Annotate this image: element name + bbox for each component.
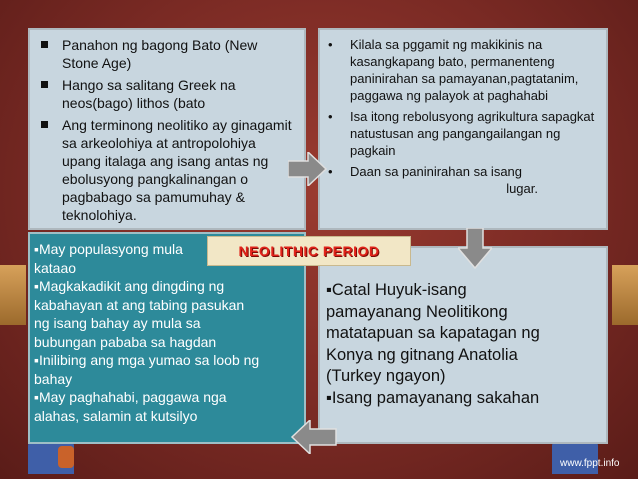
decorative-figure-detail bbox=[58, 446, 74, 468]
text-line: ▪May populasyong mula bbox=[34, 241, 183, 257]
text-line: ▪Catal Huyuk-isang bbox=[326, 281, 467, 299]
definition-list bbox=[34, 36, 296, 228]
location-text bbox=[326, 280, 604, 409]
characteristics-list bbox=[326, 36, 604, 201]
decorative-shelf-right bbox=[612, 265, 638, 325]
text-line: alahas, salamin at kutsilyo bbox=[34, 407, 198, 424]
text-line: bahay bbox=[34, 370, 73, 387]
list-item: Hango sa salitang Greek na neos(bago) lithos (bato bbox=[34, 76, 296, 112]
list-item-continuation: lugar. bbox=[506, 181, 538, 196]
right-arrow-icon bbox=[288, 152, 328, 186]
footer-credit: www.fppt.info bbox=[560, 458, 620, 469]
text-line: ▪May paghahabi, paggawa nga bbox=[34, 389, 227, 405]
text-line: pamayanang Neolitikong bbox=[326, 302, 508, 321]
text-line: matatapuan sa kapatagan ng bbox=[326, 324, 540, 342]
list-item: • Isa itong rebolusyong agrikultura sapagkat natustusan ang pangangailangan ng pagkain bbox=[326, 108, 604, 159]
features-text bbox=[34, 240, 306, 425]
list-item: Panahon ng bagong Bato (New Stone Age) bbox=[34, 36, 296, 72]
decorative-shelf-left bbox=[0, 265, 26, 325]
characteristics-box bbox=[318, 28, 608, 230]
text-line: ▪Magkakadikit ang dingding ng bbox=[34, 278, 225, 294]
text-line: kataao bbox=[34, 259, 77, 276]
text-line: (Turkey ngayon) bbox=[326, 367, 446, 385]
text-line: Konya ng gitnang Anatolia bbox=[326, 345, 518, 364]
definition-box bbox=[28, 28, 306, 230]
list-item-text: Daan sa paninirahan sa isang bbox=[350, 164, 523, 179]
text-line: ng isang bahay ay mula sa bbox=[34, 315, 201, 331]
text-line: ▪Inilibing ang mga yumao sa loob ng bbox=[34, 352, 260, 368]
text-line: kabahayan at ang tabing pasukan bbox=[34, 296, 245, 313]
list-item: • Kilala sa pggamit ng makikinis na kasangkapang bato, permanenteng paninirahan sa pamayanan,pagtatanim, paggawa ng palayok at paghahabi bbox=[326, 36, 604, 104]
list-item bbox=[326, 163, 604, 197]
title-banner: NEOLITHIC PERIOD bbox=[207, 236, 411, 266]
down-arrow-icon bbox=[458, 228, 492, 270]
left-arrow-icon bbox=[290, 420, 338, 454]
list-item: Ang terminong neolitiko ay ginagamit sa arkeolohiya at antropolohiya upang italaga ang isang antas ng ebolusyong pangkalinangan o pagbabago sa pamumuhay & teknolohiya. bbox=[34, 116, 296, 224]
text-line: bubungan pababa sa hagdan bbox=[34, 333, 217, 350]
text-line: ▪Isang pamayanang sakahan bbox=[326, 388, 540, 407]
location-box bbox=[318, 246, 608, 444]
